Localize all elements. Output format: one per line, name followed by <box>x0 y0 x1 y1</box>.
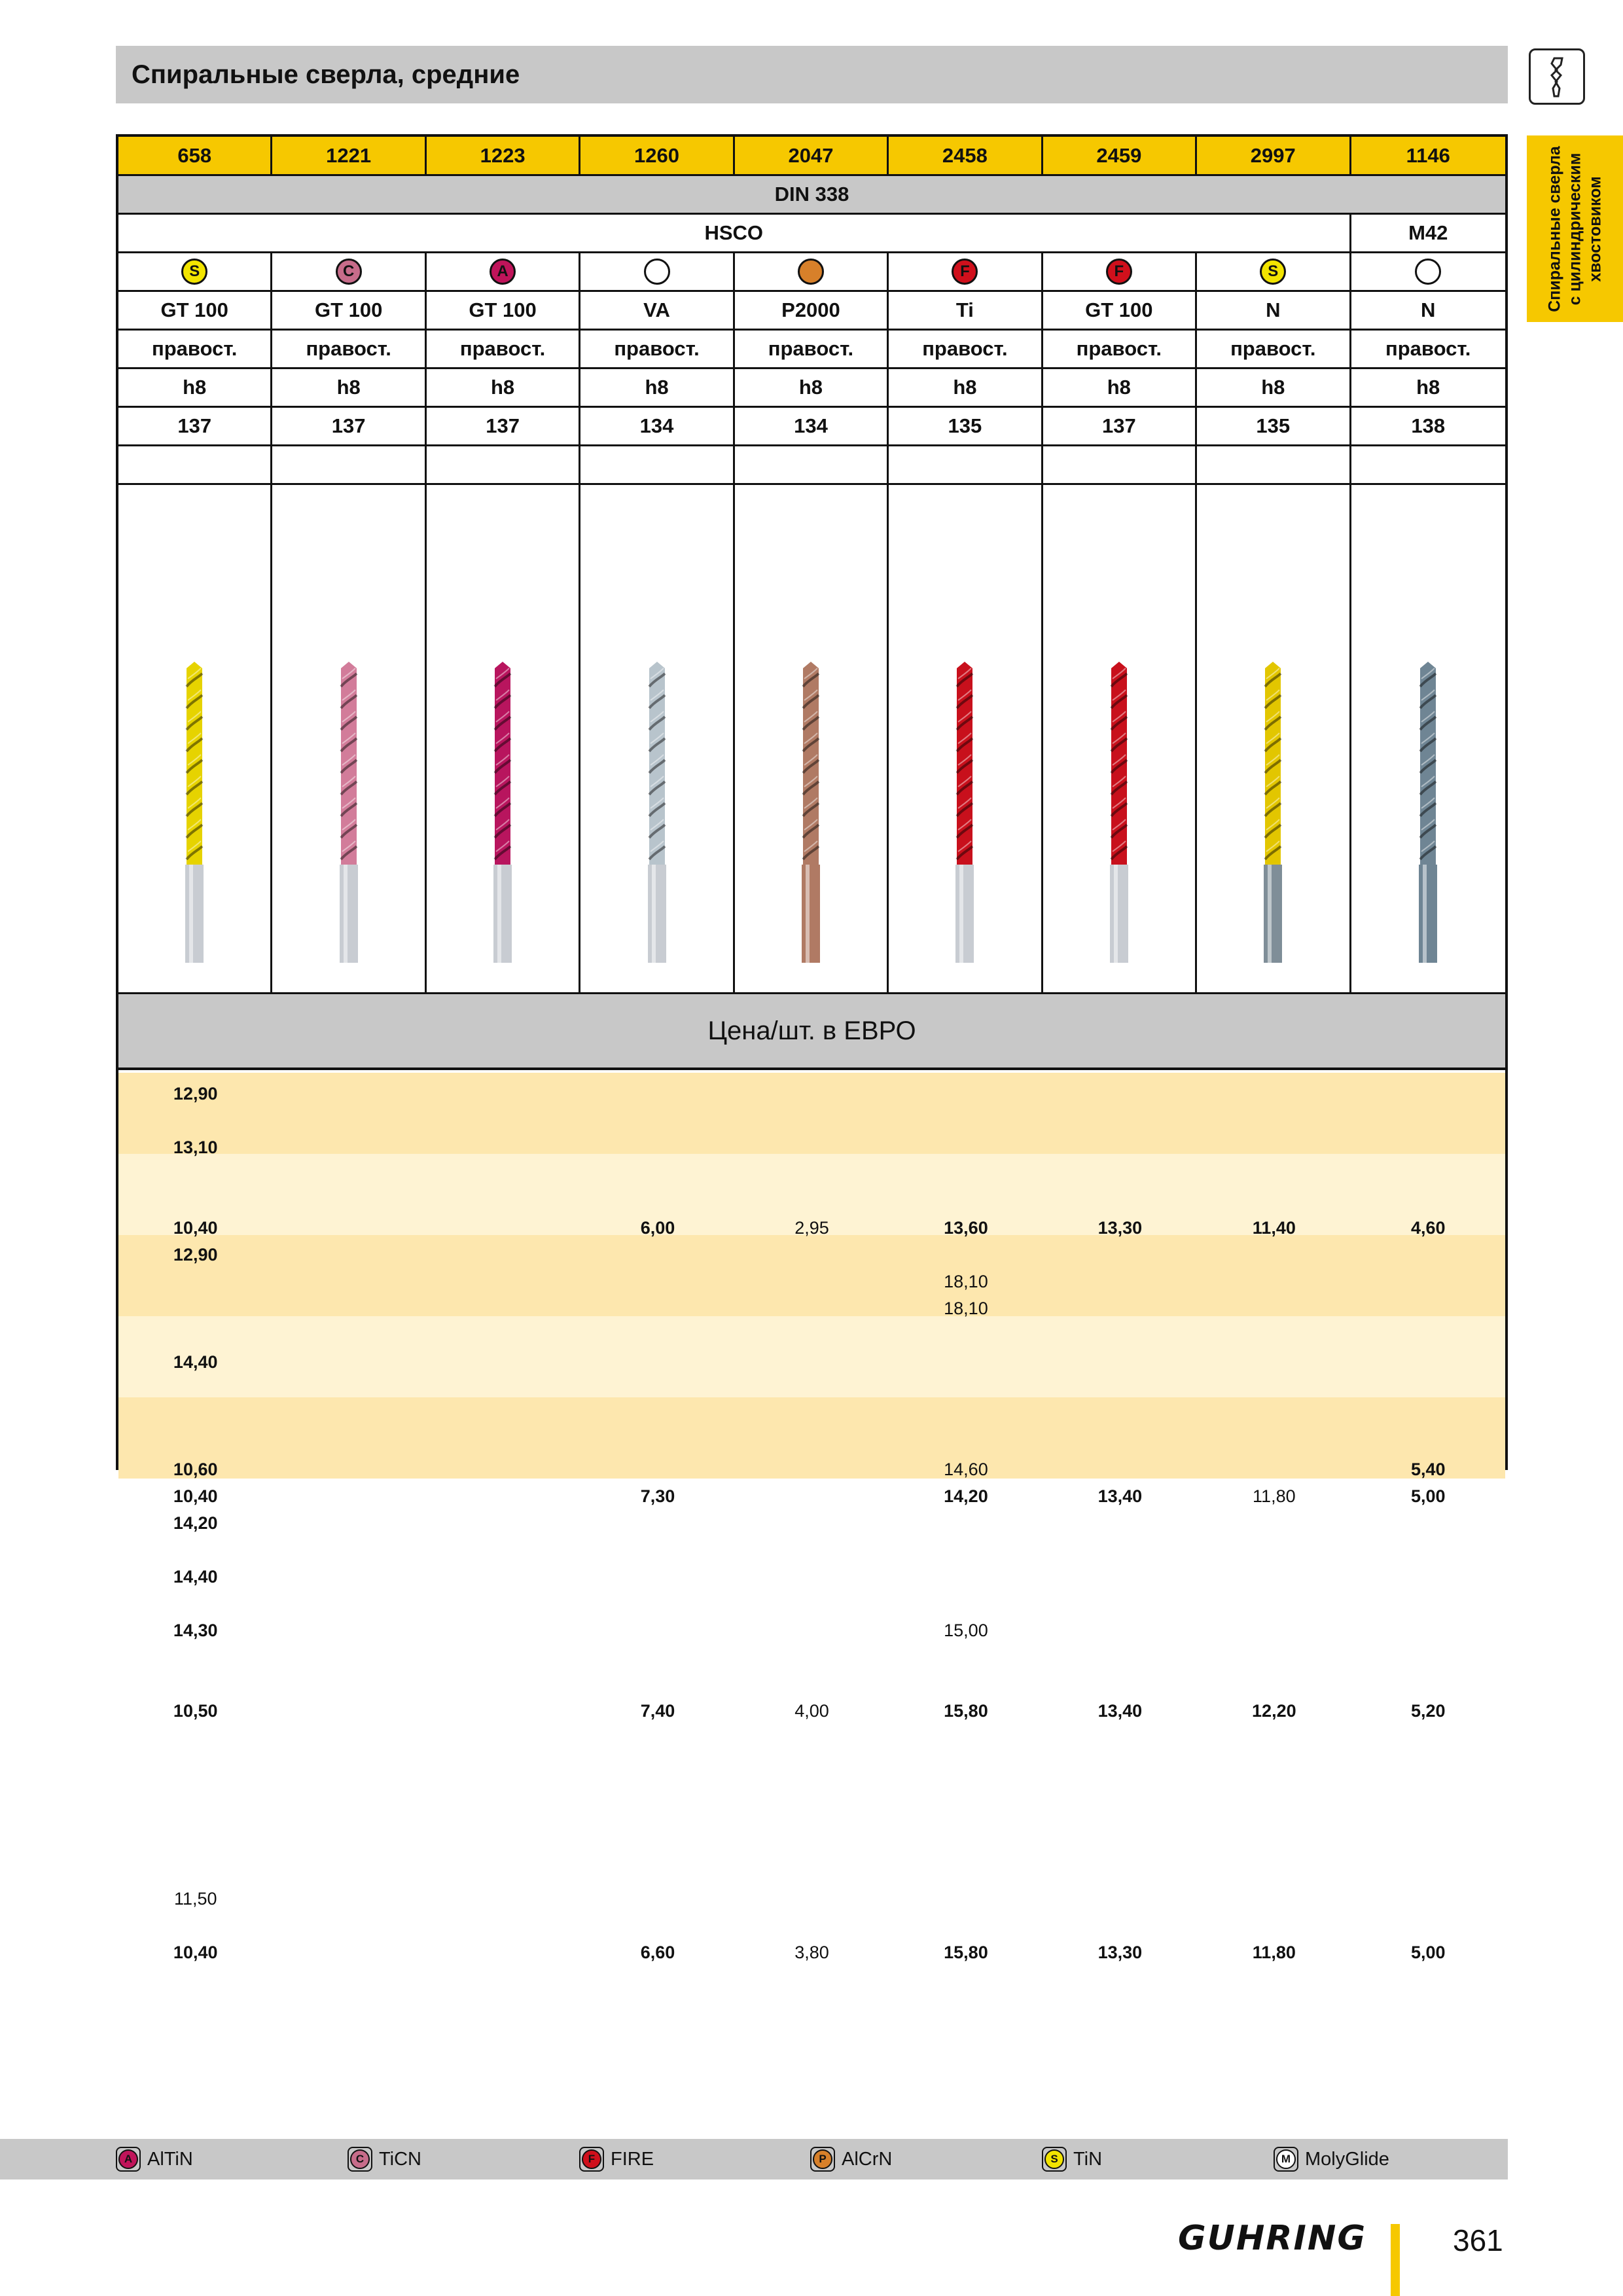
coating-legend-icon <box>348 2147 372 2172</box>
price-value: 5,00 <box>1410 1486 1446 1506</box>
drill-image-cell <box>118 485 272 992</box>
price-value: 11,50 <box>173 1889 217 1909</box>
legend-label: TiN <box>1073 2148 1103 2170</box>
tolerance-row <box>118 369 1505 408</box>
side-tab-line2: с цилиндрическим <box>1565 152 1584 305</box>
price-value: 7,40 <box>640 1701 675 1721</box>
price-value: 14,60 <box>944 1460 988 1479</box>
coating-symbol-icon <box>1415 259 1441 285</box>
tolerance: h8 <box>580 369 734 406</box>
side-tab-line3: хвостовиком <box>1586 175 1604 282</box>
cut-direction: правост. <box>735 331 889 367</box>
drill-type: GT 100 <box>1043 292 1197 329</box>
price-value: 4,60 <box>1410 1218 1446 1238</box>
article-code-row <box>118 137 1505 176</box>
section-side-tab[interactable] <box>1527 135 1623 322</box>
blank-cell <box>427 446 580 483</box>
price-value: 10,40 <box>173 1218 218 1238</box>
page-title: Спиральные сверла, средние <box>132 60 520 89</box>
drill-va-bright-icon <box>637 662 677 989</box>
price-band <box>118 1397 1505 1479</box>
direction-row <box>118 331 1505 369</box>
drill-n-tin-icon <box>1253 662 1293 989</box>
point-angle-row <box>118 408 1505 446</box>
legend-label: AlTiN <box>147 2148 193 2170</box>
brand-logo: GUHRING <box>1178 2219 1367 2258</box>
article-code: 2997 <box>1197 137 1351 174</box>
price-value: 10,40 <box>173 1486 218 1506</box>
drill-gt100-ticn-icon <box>329 662 368 989</box>
legend-label: AlCrN <box>842 2148 893 2170</box>
coating-cell <box>272 253 426 290</box>
coating-symbol-icon: A <box>490 259 516 285</box>
drill-type: N <box>1197 292 1351 329</box>
article-code: 2047 <box>735 137 889 174</box>
coating-symbol-icon <box>798 259 824 285</box>
legend-item <box>1042 2146 1102 2172</box>
price-value: 5,20 <box>1410 1701 1446 1721</box>
drill-type: GT 100 <box>272 292 426 329</box>
drill-image-cell <box>1043 485 1197 992</box>
tolerance: h8 <box>272 369 426 406</box>
article-code: 1223 <box>427 137 580 174</box>
drill-image-row <box>118 485 1505 994</box>
price-band <box>118 1073 1505 1154</box>
coating-letter: F <box>582 2149 601 2169</box>
cut-direction: правост. <box>118 331 272 367</box>
tolerance: h8 <box>118 369 272 406</box>
coating-legend-icon <box>810 2147 835 2172</box>
price-value: 18,10 <box>944 1299 988 1318</box>
page-number: 361 <box>1453 2223 1503 2257</box>
article-code: 2459 <box>1043 137 1197 174</box>
coating-cell <box>1197 253 1351 290</box>
drill-gt100-altin-icon <box>483 662 522 989</box>
price-value: 13,30 <box>1097 1943 1143 1962</box>
blank-cell <box>735 446 889 483</box>
price-value: 5,00 <box>1410 1943 1446 1962</box>
price-value: 14,20 <box>944 1486 988 1506</box>
material-hsco: HSCO <box>118 215 1351 251</box>
price-value: 12,90 <box>173 1084 218 1103</box>
tolerance: h8 <box>427 369 580 406</box>
tolerance: h8 <box>1416 376 1440 399</box>
price-value: 12,90 <box>173 1245 218 1265</box>
point-angle: 135 <box>1197 408 1351 444</box>
price-value: 11,80 <box>1252 1943 1296 1962</box>
coating-legend-icon <box>1274 2147 1298 2172</box>
coating-symbol-icon: S <box>181 259 207 285</box>
coating-cell <box>889 253 1043 290</box>
cut-direction: правост. <box>427 331 580 367</box>
price-value: 12,20 <box>1252 1701 1296 1721</box>
price-value: 13,40 <box>1097 1486 1143 1506</box>
drill-image-cell <box>1351 485 1505 992</box>
legend-label: MolyGlide <box>1305 2148 1389 2170</box>
coating-symbol-icon: S <box>1260 259 1286 285</box>
price-value: 13,60 <box>944 1218 988 1238</box>
drill-p2000-alcrn-icon <box>791 662 830 989</box>
point-angle: 137 <box>272 408 426 444</box>
blank-cell <box>272 446 426 483</box>
price-value: 3,80 <box>794 1943 829 1962</box>
drill-type: GT 100 <box>118 292 272 329</box>
side-tab-line1: Спиральные сверла <box>1545 145 1563 312</box>
point-angle: 137 <box>1043 408 1197 444</box>
legend-label: TiCN <box>379 2148 421 2170</box>
drill-type: P2000 <box>735 292 889 329</box>
title-bar <box>116 46 1508 103</box>
blank-cell <box>889 446 1043 483</box>
price-value: 15,80 <box>944 1943 988 1962</box>
tolerance: h8 <box>1197 369 1351 406</box>
material-row <box>118 215 1505 253</box>
point-angle: 138 <box>1411 414 1446 437</box>
price-band <box>118 1235 1505 1316</box>
price-value: 10,60 <box>173 1460 218 1479</box>
drill-image-cell <box>1197 485 1351 992</box>
standard-row <box>118 176 1505 215</box>
price-value: 7,30 <box>640 1486 675 1506</box>
legend-label: FIRE <box>611 2148 654 2170</box>
coating-cell <box>735 253 889 290</box>
point-angle: 137 <box>118 408 272 444</box>
coating-cell <box>427 253 580 290</box>
price-value: 10,40 <box>173 1943 218 1962</box>
price-value: 11,80 <box>1253 1486 1296 1506</box>
drill-icon <box>1531 50 1583 103</box>
legend-item <box>579 2146 654 2172</box>
price-value: 6,60 <box>640 1943 675 1962</box>
blank-cell <box>118 446 272 483</box>
blank-cell <box>1043 446 1197 483</box>
cut-direction: правост. <box>1043 331 1197 367</box>
tolerance: h8 <box>1043 369 1197 406</box>
drill-image-cell <box>272 485 426 992</box>
price-value: 11,40 <box>1252 1218 1296 1238</box>
drill-image-cell <box>580 485 734 992</box>
price-value: 14,40 <box>173 1567 218 1587</box>
coating-letter: P <box>813 2149 832 2169</box>
tolerance: h8 <box>735 369 889 406</box>
article-code: 658 <box>118 137 272 174</box>
cut-direction: правост. <box>272 331 426 367</box>
price-band <box>118 1316 1505 1397</box>
coating-symbol-icon: C <box>336 259 362 285</box>
price-value: 18,10 <box>944 1272 988 1291</box>
legend-item <box>348 2146 421 2172</box>
price-value: 10,50 <box>173 1701 218 1721</box>
coating-symbol-icon: F <box>952 259 978 285</box>
product-table <box>116 134 1508 1962</box>
coating-cell <box>580 253 734 290</box>
price-value: 13,40 <box>1097 1701 1143 1721</box>
coating-symbol-icon <box>644 259 670 285</box>
coating-legend-icon <box>579 2147 604 2172</box>
drill-gt100-tin-icon <box>175 662 214 989</box>
price-value: 5,40 <box>1410 1460 1446 1479</box>
type-row <box>118 292 1505 331</box>
drill-ti-fire-icon <box>945 662 984 989</box>
point-angle: 134 <box>580 408 734 444</box>
cut-direction: правост. <box>889 331 1043 367</box>
price-value: 13,10 <box>173 1138 218 1157</box>
article-code: 2458 <box>889 137 1043 174</box>
blank-cell <box>580 446 734 483</box>
blank-cell <box>1197 446 1351 483</box>
blank-row <box>118 446 1505 485</box>
coating-legend-icon <box>1042 2147 1067 2172</box>
price-value: 4,00 <box>794 1701 829 1721</box>
cut-direction: правост. <box>1197 331 1351 367</box>
cut-direction: правост. <box>580 331 734 367</box>
drill-type: GT 100 <box>427 292 580 329</box>
price-value: 14,30 <box>173 1621 218 1640</box>
drill-image-cell <box>427 485 580 992</box>
article-code: 1260 <box>580 137 734 174</box>
coating-letter: A <box>118 2149 138 2169</box>
tolerance: h8 <box>889 369 1043 406</box>
price-value: 14,40 <box>173 1352 218 1372</box>
drill-type: Ti <box>889 292 1043 329</box>
article-code: 1221 <box>272 137 426 174</box>
material-m42: M42 <box>1408 221 1448 244</box>
legend-item <box>810 2146 892 2172</box>
legend-item <box>116 2146 193 2172</box>
price-value: 14,20 <box>173 1513 218 1533</box>
price-value: 13,30 <box>1097 1218 1143 1238</box>
drill-image-cell <box>735 485 889 992</box>
drill-image-cell <box>889 485 1043 992</box>
legend-item <box>1274 2146 1389 2172</box>
standard-label: DIN 338 <box>774 183 849 206</box>
price-area <box>118 1073 1505 1962</box>
price-value: 15,00 <box>944 1621 988 1640</box>
blank-cell <box>1351 446 1505 483</box>
price-header: Цена/шт. в ЕВРО <box>707 1016 916 1045</box>
coating-legend-icon <box>116 2147 141 2172</box>
drill-gt100-fire-icon <box>1099 662 1139 989</box>
point-angle: 134 <box>735 408 889 444</box>
coating-letter: M <box>1276 2149 1296 2169</box>
coating-symbol-icon: F <box>1106 259 1132 285</box>
point-angle: 137 <box>427 408 580 444</box>
brand-accent-line <box>1391 2224 1400 2296</box>
article-code: 1146 <box>1406 143 1450 167</box>
coating-cell <box>1351 253 1505 290</box>
drill-type: VA <box>580 292 734 329</box>
coating-letter: S <box>1044 2149 1064 2169</box>
drill-category-icon <box>1529 48 1585 105</box>
price-header-row <box>118 994 1505 1070</box>
price-value: 6,00 <box>640 1218 675 1238</box>
coating-row <box>118 253 1505 292</box>
price-value: 15,80 <box>944 1701 988 1721</box>
drill-n-m42-icon <box>1408 662 1448 989</box>
drill-type: N <box>1421 298 1436 321</box>
coating-letter: C <box>350 2149 370 2169</box>
cut-direction: правост. <box>1385 337 1471 360</box>
point-angle: 135 <box>889 408 1043 444</box>
coating-cell <box>1043 253 1197 290</box>
price-value: 2,95 <box>794 1218 829 1238</box>
coating-cell <box>118 253 272 290</box>
